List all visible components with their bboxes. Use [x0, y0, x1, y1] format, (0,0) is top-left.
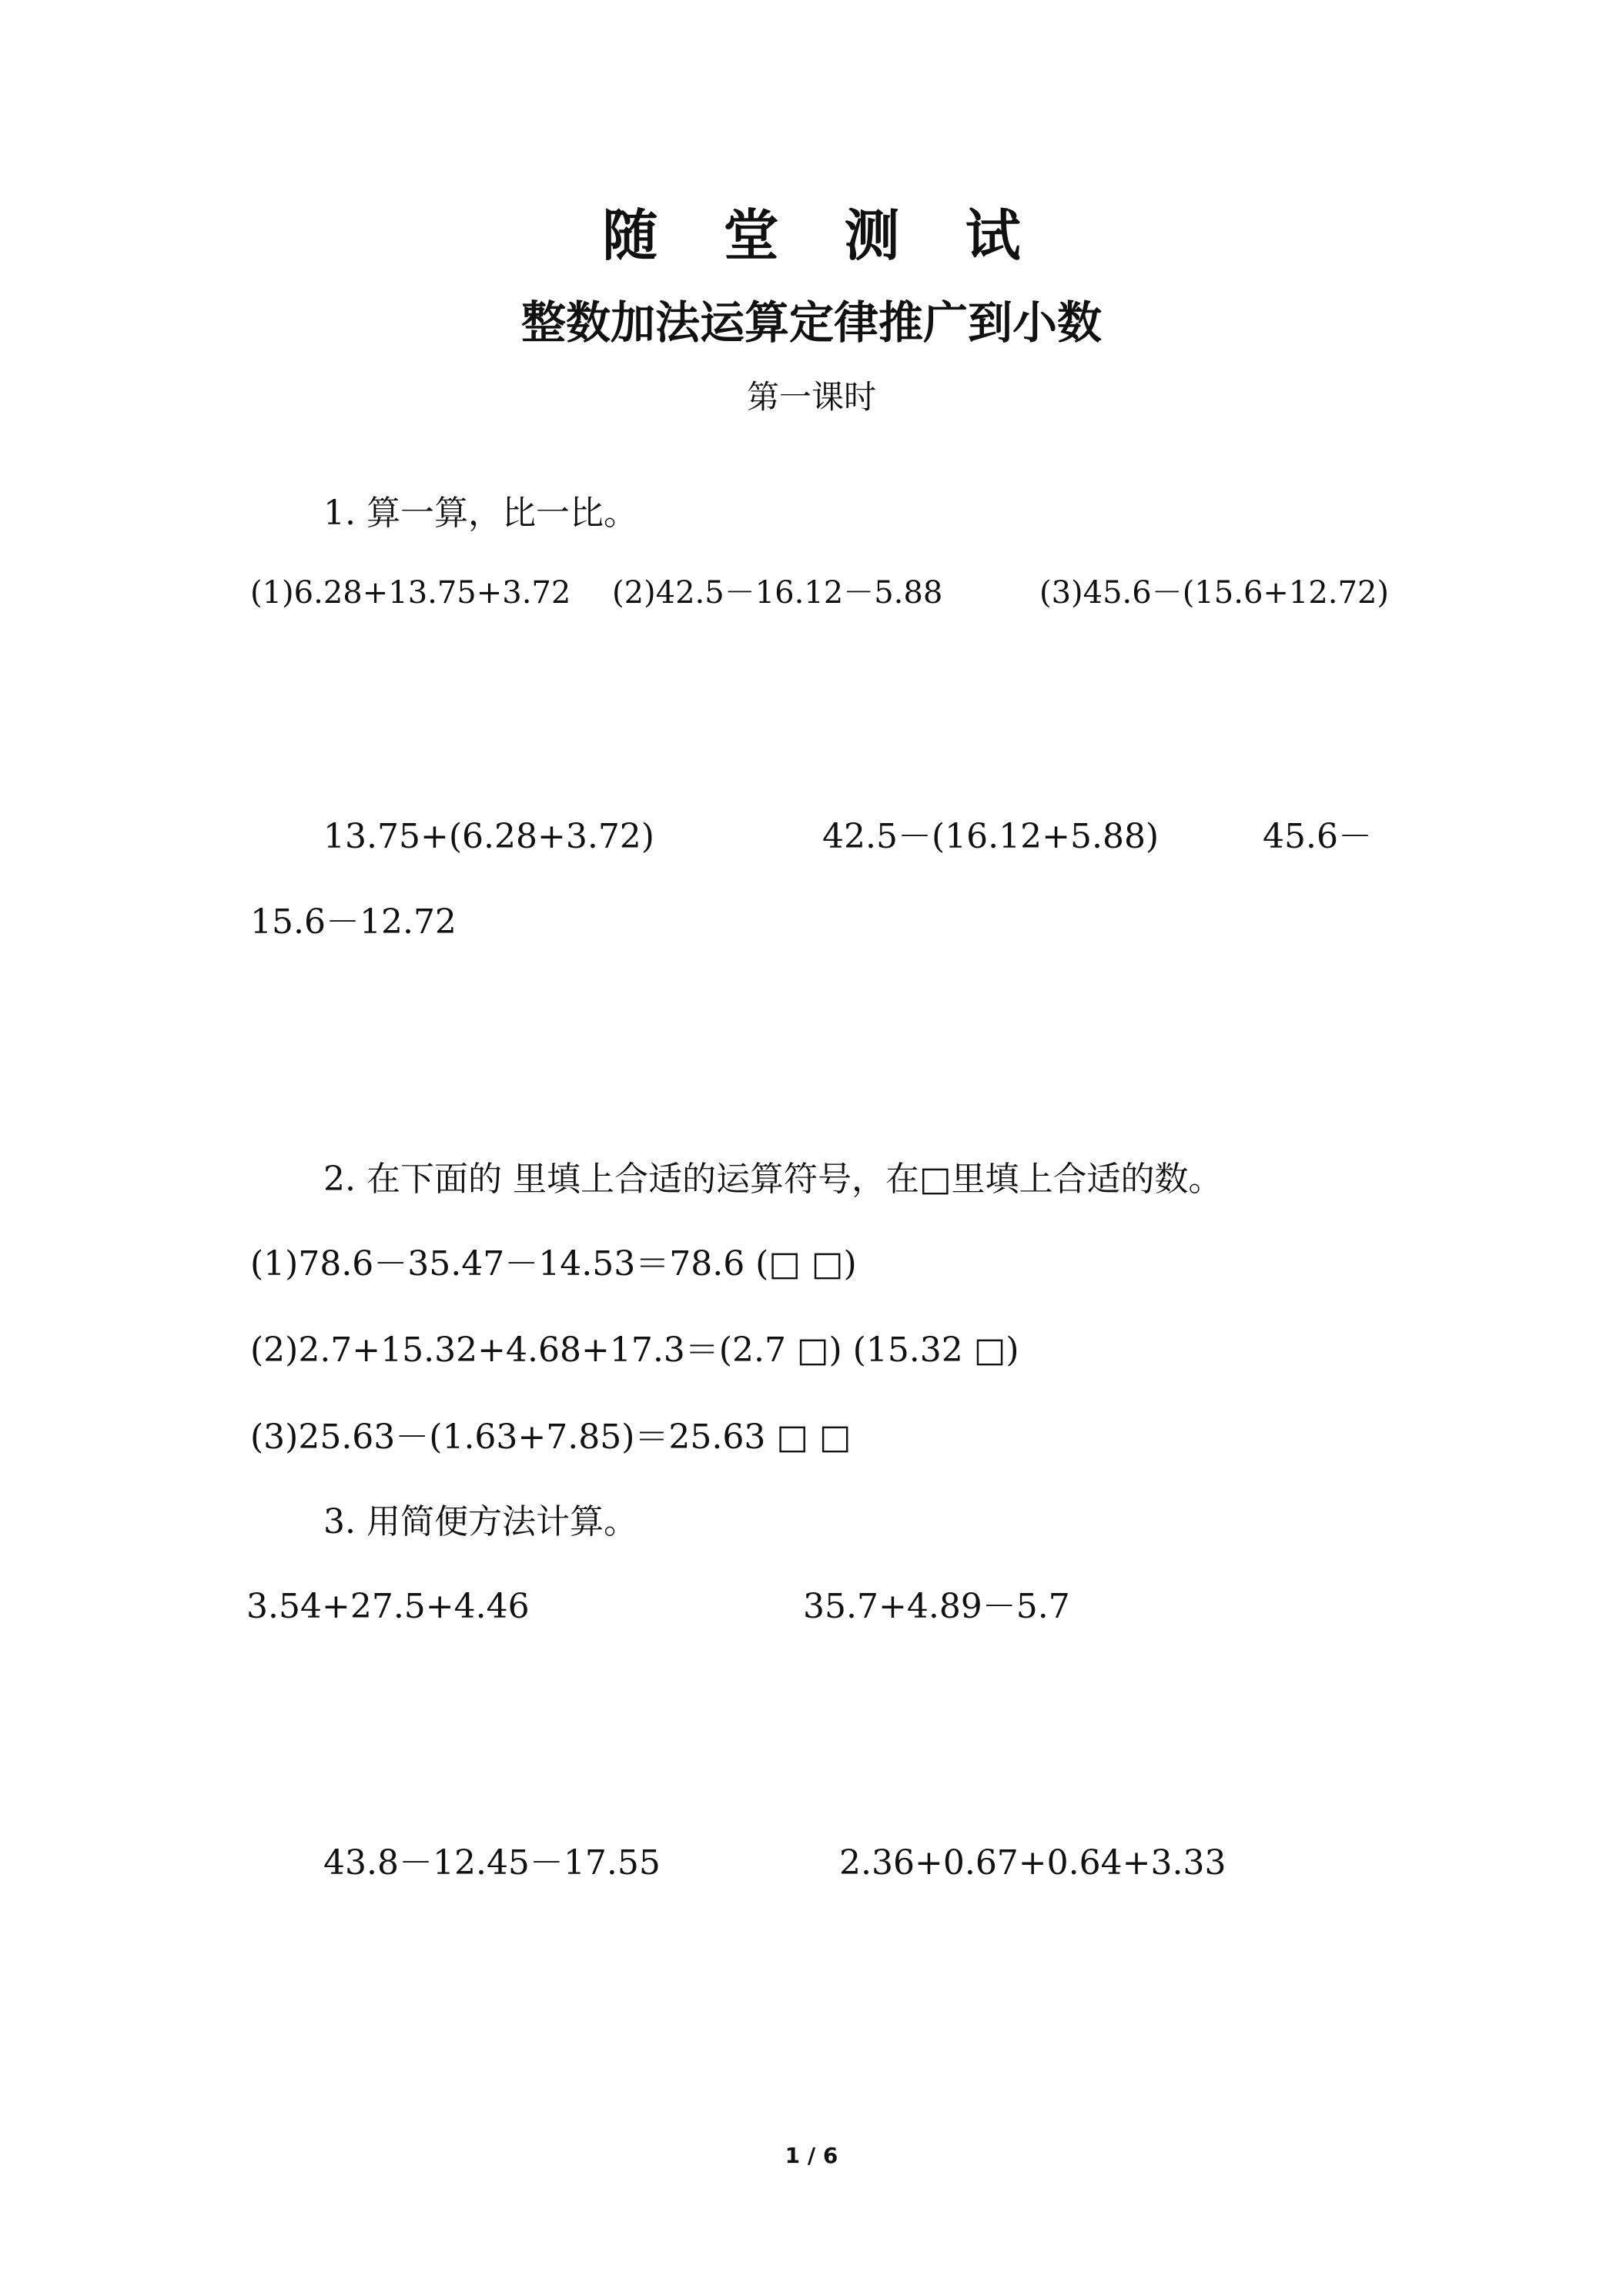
- q2-item-1: (1)78.6－35.47－14.53＝78.6 (□ □): [250, 1244, 857, 1284]
- q2-item-2: (2)2.7+15.32+4.68+17.3＝(2.7 □) (15.32 □): [250, 1330, 1019, 1370]
- q3-expression-1: 3.54+27.5+4.46: [246, 1587, 530, 1626]
- question-3-heading: 3. 用简便方法计算。: [323, 1502, 637, 1541]
- q1-expression-1: (1)6.28+13.75+3.72: [250, 575, 571, 611]
- q1-compare-expression-1: 13.75+(6.28+3.72): [323, 817, 654, 856]
- q1-expression-2: (2)42.5－16.12－5.88: [612, 575, 943, 611]
- q1-compare-expression-3-cont: 15.6－12.72: [250, 902, 457, 942]
- page-title: 随 堂 测 试: [602, 203, 1044, 268]
- page-number: 1 / 6: [785, 2143, 838, 2168]
- q2-item-3: (3)25.63－(1.63+7.85)＝25.63 □ □: [250, 1417, 852, 1457]
- page-subtitle: 整数加法运算定律推广到小数: [520, 296, 1102, 349]
- q1-compare-expression-3: 45.6－: [1263, 817, 1372, 856]
- q1-compare-expression-2: 42.5－(16.12+5.88): [822, 817, 1160, 856]
- question-2-heading: 2. 在下面的 里填上合适的运算符号，在□里填上合适的数。: [323, 1160, 1223, 1199]
- lesson-label: 第一课时: [746, 378, 876, 416]
- question-1-heading: 1. 算一算，比一比。: [323, 494, 637, 533]
- q3-expression-4: 2.36+0.67+0.64+3.33: [839, 1843, 1226, 1883]
- q3-expression-2: 35.7+4.89－5.7: [803, 1587, 1070, 1626]
- q1-expression-3: (3)45.6－(15.6+12.72): [1039, 575, 1390, 611]
- q3-expression-3: 43.8－12.45－17.55: [323, 1843, 661, 1883]
